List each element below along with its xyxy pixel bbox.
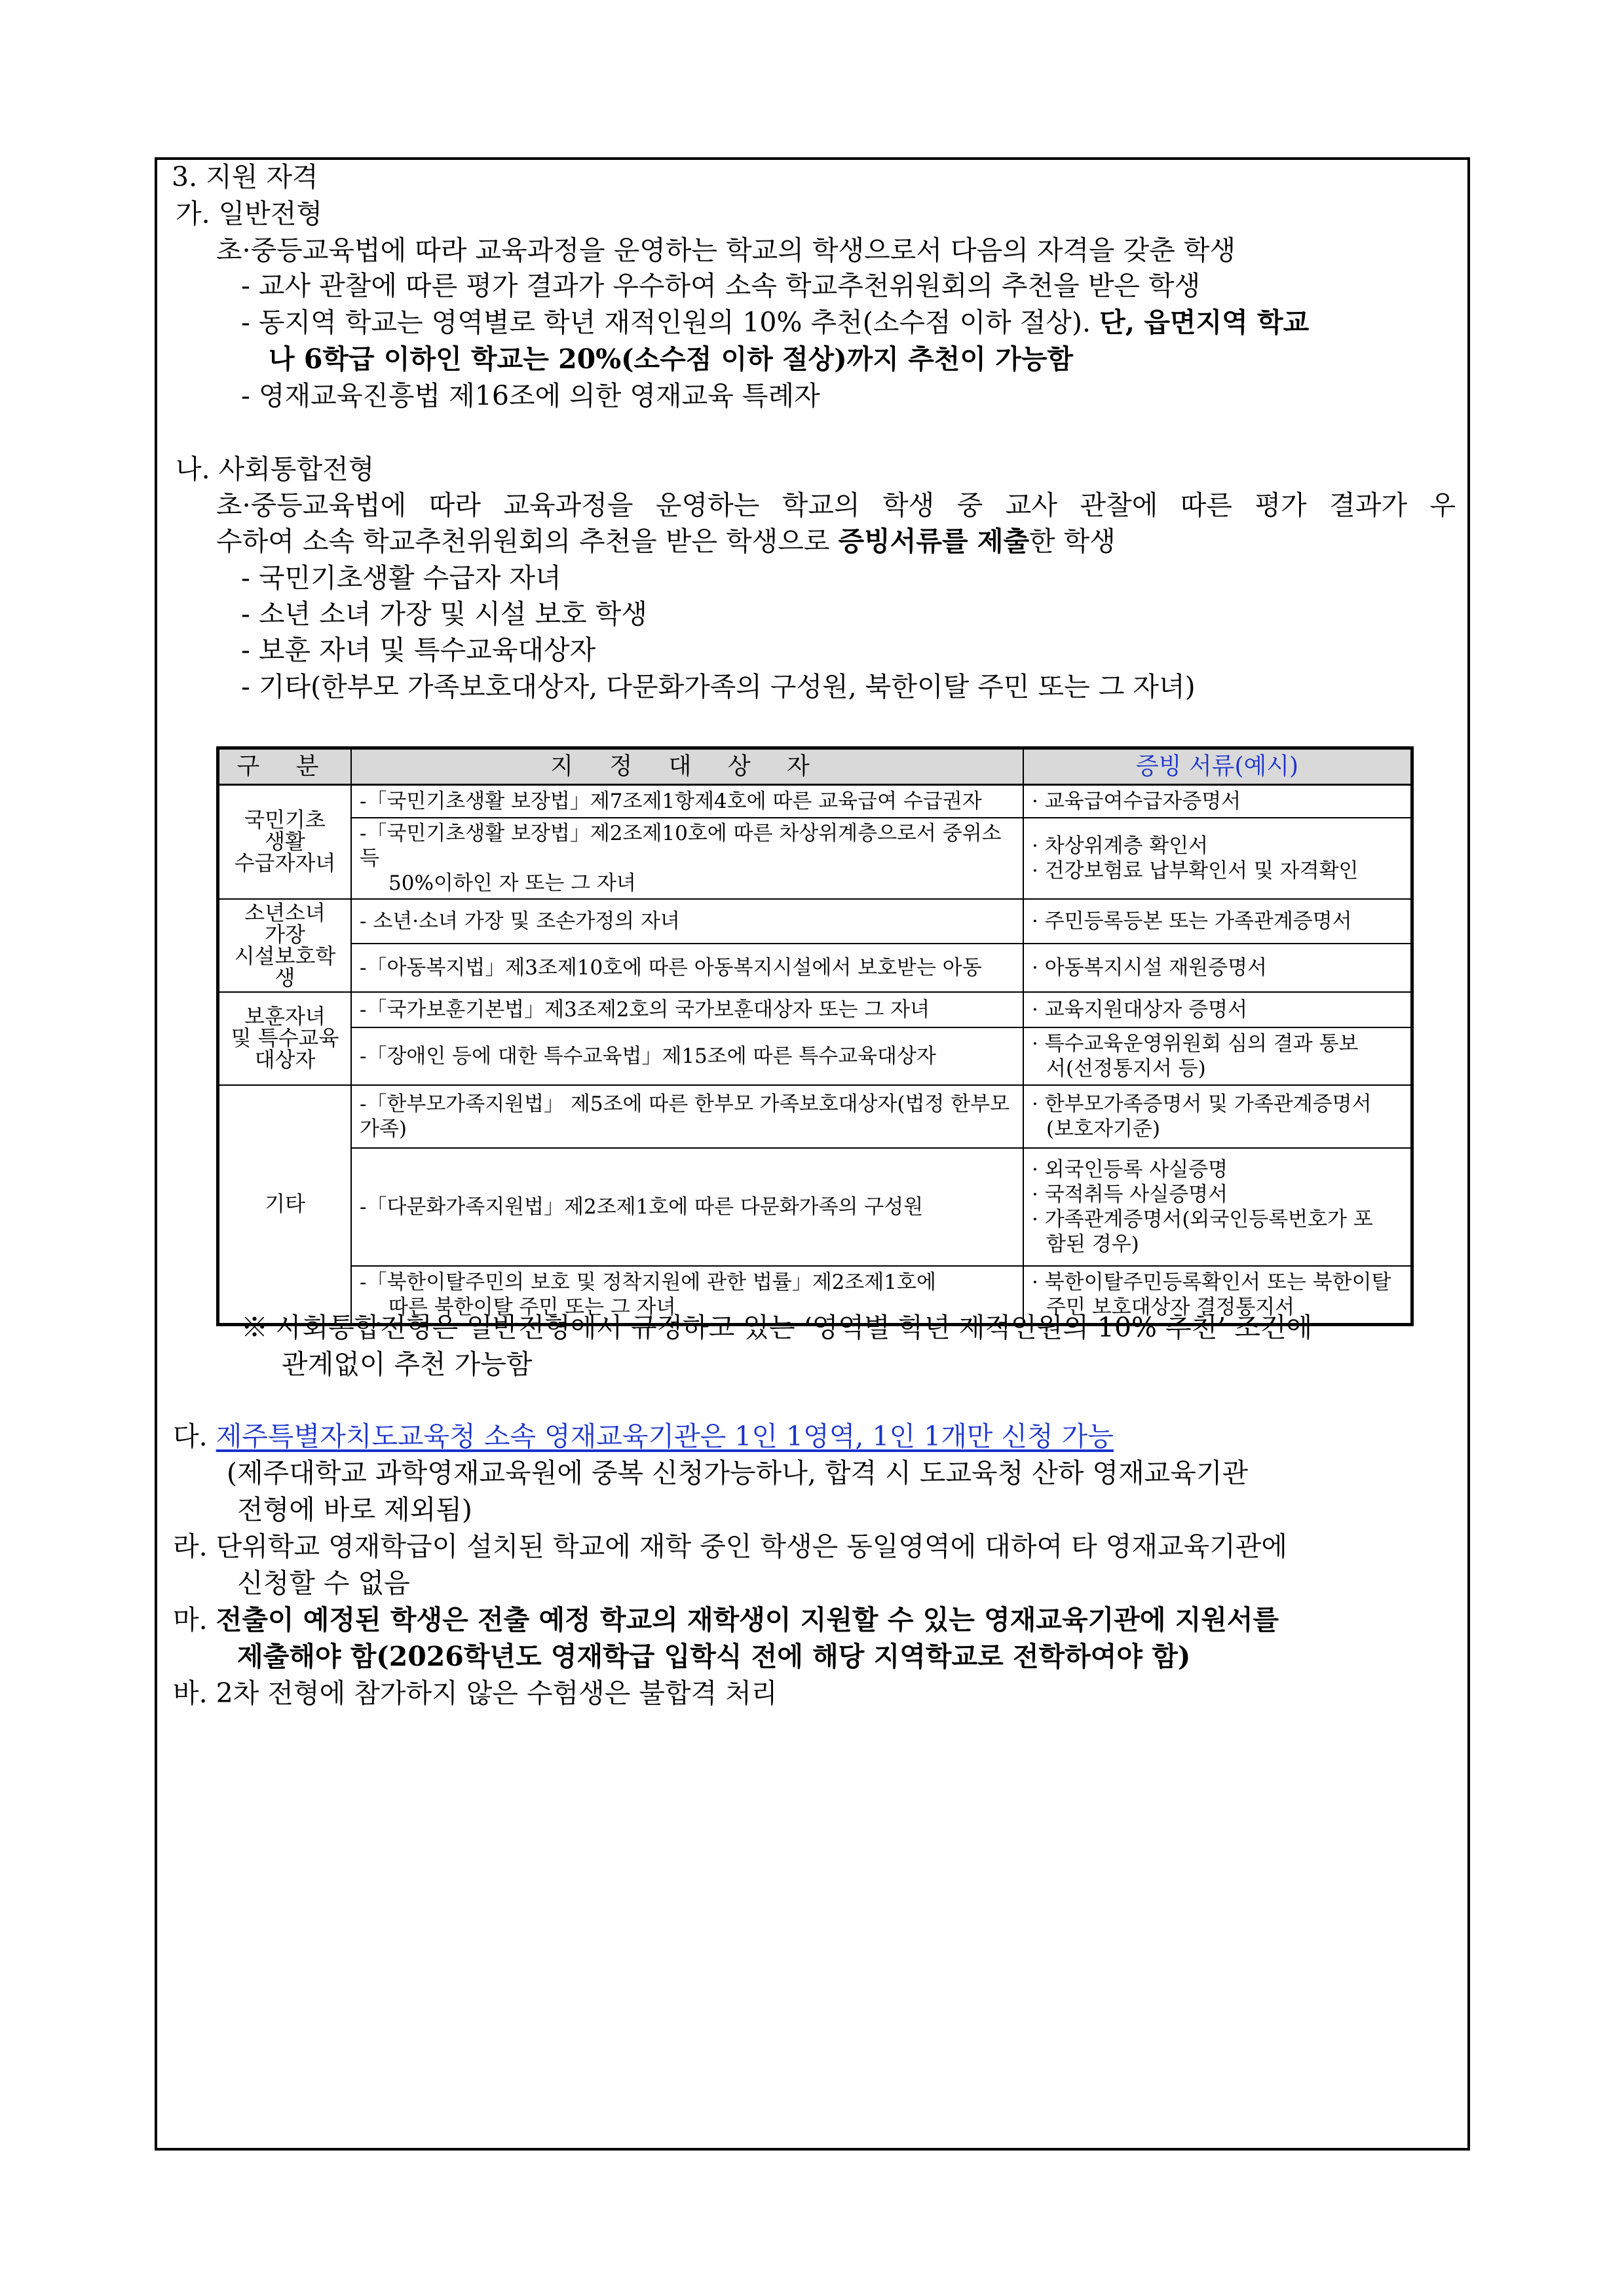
docs-cell: · 한부모가족증명서 및 가족관계증명서 (보호자기준) <box>1023 1085 1412 1148</box>
table-row <box>218 944 1412 991</box>
category-cell: 소년소녀 가장 시설보호학생 <box>218 899 352 992</box>
item-d-1: 라. 단위학교 영재학급이 설치된 학교에 재학 중인 학생은 동일영역에 대하여 타 영재교육기관에 <box>173 1531 1288 1562</box>
table-row <box>218 785 1412 818</box>
general-heading: 가. 일반전형 <box>176 198 323 229</box>
social-item-2: - 소년 소녀 가장 및 시설 보호 학생 <box>241 598 647 630</box>
target-cell: -「국민기초생활 보장법」제2조제10호에 따른 차상위계층으로서 중위소득 50%이하인 자 또는 그 자녀 <box>351 818 1023 899</box>
target-cell: - 소년·소녀 가장 및 조손가정의 자녀 <box>351 899 1023 944</box>
item-e-2: 제출해야 함(2026학년도 영재학급 입학식 전에 해당 지역학교로 전학하여야 함) <box>237 1641 1191 1672</box>
table-row <box>218 818 1412 899</box>
general-item-2-cont: 나 6학급 이하인 학교는 20%(소수점 이하 절상)까지 추천이 가능함 <box>269 343 1074 375</box>
table-row <box>218 1027 1412 1085</box>
item-c: 다. 제주특별자치도교육청 소속 영재교육기관은 1인 1영역, 1인 1개만 신청 가능 <box>173 1421 1114 1452</box>
eligibility-table <box>216 746 1414 1326</box>
category-cell: 보훈자녀 및 특수교육 대상자 <box>218 992 352 1085</box>
docs-cell: · 외국인등록 사실증명 · 국적취득 사실증명서 · 가족관계증명서(외국인등록번호가 포 함된 경우) <box>1023 1148 1412 1266</box>
table-row <box>218 899 1412 944</box>
item-d-2: 신청할 수 없음 <box>237 1567 410 1599</box>
note-line-1: ※ 사회통합전형은 일반전형에서 규정하고 있는 ‘영역별 학년 재적인원의 10% 추천’ 조건에 <box>241 1312 1313 1343</box>
item-f: 바. 2차 전형에 참가하지 않은 수험생은 불합격 처리 <box>173 1677 778 1709</box>
docs-cell: · 주민등록등본 또는 가족관계증명서 <box>1023 899 1412 944</box>
item-c-sub-2: 전형에 바로 제외됨) <box>237 1494 472 1525</box>
general-item-2: - 동지역 학교는 영역별로 학년 재적인원의 10% 추천(소수점 이하 절상). 단, 읍면지역 학교 <box>241 307 1310 338</box>
target-cell: -「아동복지법」제3조제10호에 따른 아동복지시설에서 보호받는 아동 <box>351 944 1023 991</box>
header-target: 지 정 대 상 자 <box>351 748 1023 785</box>
table-row <box>218 1148 1412 1266</box>
docs-cell: · 차상위계층 확인서 · 건강보험료 납부확인서 및 자격확인 <box>1023 818 1412 899</box>
section-title: 3. 지원 자격 <box>172 161 318 193</box>
general-item-1: - 교사 관찰에 따른 평가 결과가 우수하여 소속 학교추천위원회의 추천을 받은 학생 <box>241 270 1201 301</box>
social-heading: 나. 사회통합전형 <box>176 453 375 485</box>
target-cell: -「다문화가족지원법」제2조제1호에 따른 다문화가족의 구성원 <box>351 1148 1023 1266</box>
table-row <box>218 992 1412 1027</box>
general-intro: 초·중등교육법에 따라 교육과정을 운영하는 학교의 학생으로서 다음의 자격을 갖춘 학생 <box>216 235 1236 266</box>
general-item-3: - 영재교육진흥법 제16조에 의한 영재교육 특례자 <box>241 380 820 411</box>
social-item-3: - 보훈 자녀 및 특수교육대상자 <box>241 634 596 666</box>
docs-cell: · 북한이탈주민등록확인서 또는 북한이탈 주민 보호대상자 결정통지서 <box>1023 1266 1412 1325</box>
social-intro-1: 초·중등교육법에 따라 교육과정을 운영하는 학교의 학생 중 교사 관찰에 따른 평가 결과가 우 <box>216 489 1456 521</box>
social-intro-2: 수하여 소속 학교추천위원회의 추천을 받은 학생으로 증빙서류를 제출한 학생 <box>216 526 1116 557</box>
note-line-2: 관계없이 추천 가능함 <box>282 1349 533 1380</box>
table-header-row <box>218 748 1412 785</box>
docs-cell: · 아동복지시설 재원증명서 <box>1023 944 1412 991</box>
jeju-restriction-link[interactable]: 제주특별자치도교육청 소속 영재교육기관은 1인 1영역, 1인 1개만 신청 가능 <box>216 1421 1114 1452</box>
target-cell: -「국민기초생활 보장법」제7조제1항제4호에 따른 교육급여 수급권자 <box>351 785 1023 818</box>
header-category: 구 분 <box>218 748 352 785</box>
header-docs: 증빙 서류(예시) <box>1023 748 1412 785</box>
table-row <box>218 1085 1412 1148</box>
target-cell: -「북한이탈주민의 보호 및 정착지원에 관한 법률」제2조제1호에 따른 북한이탈 주민 또는 그 자녀 <box>351 1266 1023 1325</box>
target-cell: -「장애인 등에 대한 특수교육법」제15조에 따른 특수교육대상자 <box>351 1027 1023 1085</box>
target-cell: -「한부모가족지원법」 제5조에 따른 한부모 가족보호대상자(법정 한부모가족) <box>351 1085 1023 1148</box>
item-e-1: 마. 전출이 예정된 학생은 전출 예정 학교의 재학생이 지원할 수 있는 영재교육기관에 지원서를 <box>173 1604 1279 1636</box>
target-cell: -「국가보훈기본법」제3조제2호의 국가보훈대상자 또는 그 자녀 <box>351 992 1023 1027</box>
docs-cell: · 특수교육운영위원회 심의 결과 통보 서(선정통지서 등) <box>1023 1027 1412 1085</box>
social-item-4: - 기타(한부모 가족보호대상자, 다문화가족의 구성원, 북한이탈 주민 또는 그 자녀) <box>241 671 1196 702</box>
category-cell: 국민기초 생활 수급자자녀 <box>218 785 352 899</box>
category-cell: 기타 <box>218 1085 352 1325</box>
docs-cell: · 교육지원대상자 증명서 <box>1023 992 1412 1027</box>
item-c-sub-1: (제주대학교 과학영재교육원에 중복 신청가능하나, 합격 시 도교육청 산하 영재교육기관 <box>227 1457 1249 1489</box>
docs-cell: · 교육급여수급자증명서 <box>1023 785 1412 818</box>
social-item-1: - 국민기초생활 수급자 자녀 <box>241 562 561 594</box>
